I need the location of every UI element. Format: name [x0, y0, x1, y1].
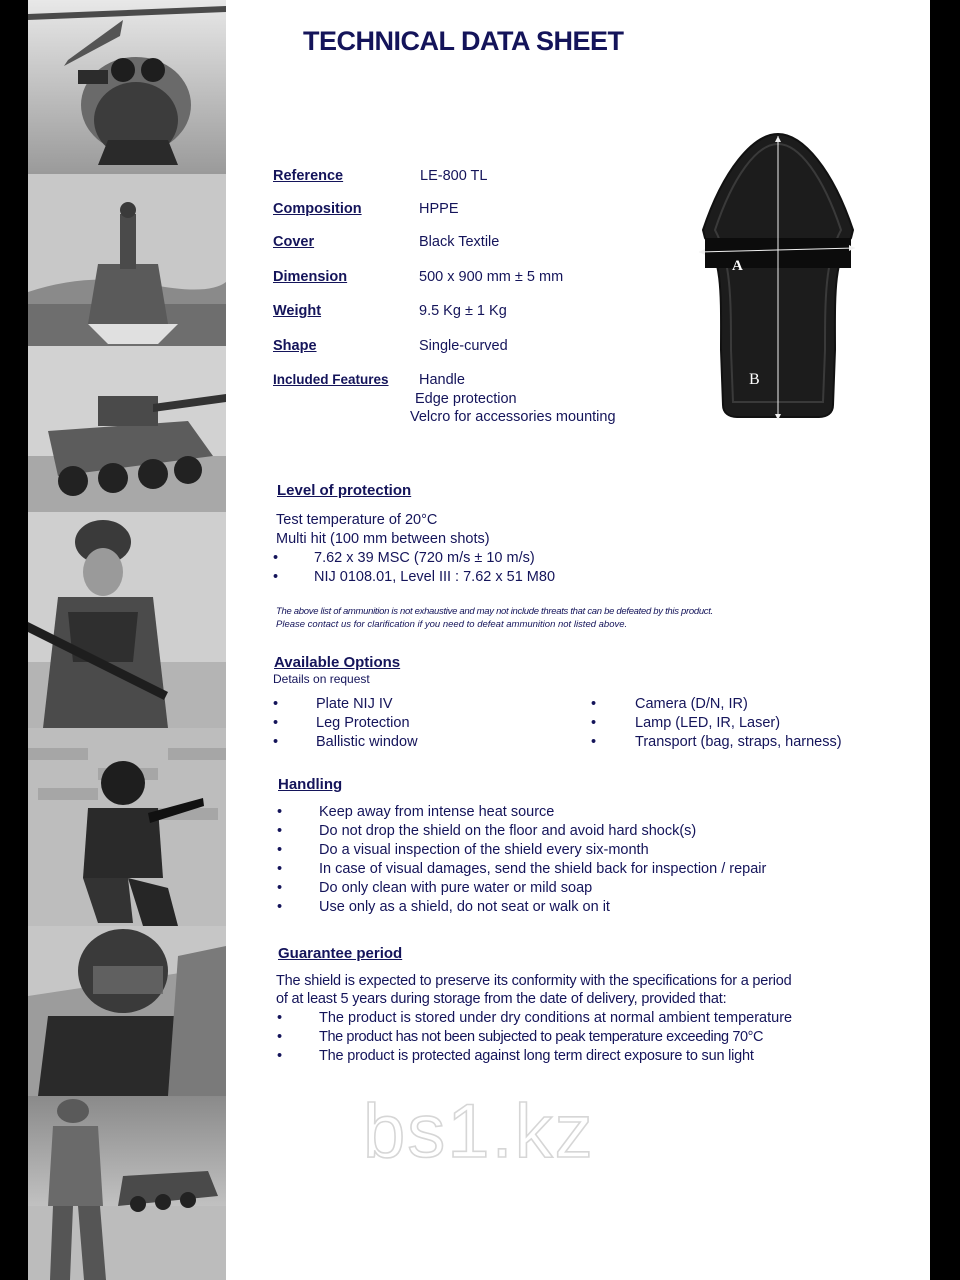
bullet-icon: • — [273, 550, 279, 566]
spec-value-included-features: Handle — [419, 372, 465, 388]
list-item — [591, 696, 891, 715]
ammunition-note: Please contact us for clarification if you need to defeat ammunition not listed above. — [276, 619, 628, 630]
guarantee-list — [277, 1010, 837, 1067]
spec-label-weight: Weight — [273, 303, 322, 319]
list-item — [277, 804, 837, 823]
spec-label-included-features: Included Features — [273, 372, 389, 387]
spec-value-composition: HPPE — [419, 201, 459, 217]
list-item — [277, 1029, 837, 1048]
spec-feature-velcro: Velcro for accessories mounting — [410, 409, 616, 425]
watermark: bs1.kz — [363, 1089, 595, 1174]
options-heading: Available Options — [274, 654, 401, 671]
photo-strip — [28, 0, 226, 1280]
spec-feature-edge-protection: Edge protection — [415, 391, 517, 407]
spec-label-dimension: Dimension — [273, 269, 348, 285]
helicopter-photo — [28, 0, 226, 174]
list-item-text: The product has not been subjected to peak temperature exceeding 70°C — [319, 1029, 764, 1045]
spec-value-reference: LE-800 TL — [420, 168, 488, 184]
list-item-text: Transport (bag, straps, harness) — [635, 734, 842, 750]
list-item-text: Plate NIJ IV — [316, 696, 393, 712]
spec-label-cover: Cover — [273, 234, 315, 250]
spec-label-shape: Shape — [273, 338, 317, 354]
ammunition-note: The above list of ammunition is not exhaustive and may not include threats that can be defeated by this product. — [276, 606, 713, 617]
list-item — [591, 734, 891, 753]
guarantee-line: The shield is expected to preserve its conformity with the specifications for a period — [276, 973, 792, 989]
bullet-icon: • — [273, 569, 279, 585]
handling-heading: Handling — [278, 776, 343, 793]
riot-helmet-photo — [28, 926, 226, 1096]
bullet-icon: • — [591, 734, 597, 750]
protection-line: Test temperature of 20°C — [276, 512, 438, 528]
protection-line: Multi hit (100 mm between shots) — [276, 531, 490, 547]
bullet-icon: • — [277, 861, 283, 877]
list-item-text: Do not drop the shield on the floor and avoid hard shock(s) — [319, 823, 697, 839]
list-item-text: The product is protected against long term direct exposure to sun light — [319, 1048, 754, 1064]
page-title: TECHNICAL DATA SHEET — [303, 26, 624, 56]
kneeling-soldier-photo — [28, 728, 226, 926]
list-item — [277, 861, 837, 880]
soldier-photo — [28, 512, 226, 728]
bullet-icon: • — [273, 734, 279, 750]
desert-soldier-photo — [28, 1096, 226, 1280]
bullet-icon: • — [277, 1010, 283, 1026]
shield-label-a: A — [732, 258, 743, 274]
list-item — [277, 842, 837, 861]
list-item-text: Leg Protection — [316, 715, 410, 731]
list-item-text: In case of visual damages, send the shield back for inspection / repair — [319, 861, 767, 877]
options-list-left — [273, 696, 573, 753]
spec-value-weight: 9.5 Kg ± 1 Kg — [419, 303, 507, 319]
handling-list — [277, 804, 837, 918]
list-item — [277, 823, 837, 842]
bullet-icon: • — [591, 696, 597, 712]
list-item-text: The product is stored under dry conditions at normal ambient temperature — [319, 1010, 793, 1026]
bullet-icon: • — [277, 880, 283, 896]
list-item-text: Ballistic window — [316, 734, 418, 750]
spec-label-composition: Composition — [273, 201, 362, 217]
list-item — [277, 880, 837, 899]
guarantee-heading: Guarantee period — [278, 945, 403, 962]
bullet-icon: • — [277, 804, 283, 820]
list-item — [277, 1048, 837, 1067]
bullet-icon: • — [277, 1029, 283, 1045]
list-item-text: 7.62 x 39 MSC (720 m/s ± 10 m/s) — [314, 550, 535, 566]
bullet-icon: • — [277, 842, 283, 858]
protection-heading: Level of protection — [277, 482, 412, 499]
list-item-text: Do only clean with pure water or mild soap — [319, 880, 593, 896]
list-item — [273, 715, 573, 734]
spec-label-reference: Reference — [273, 168, 344, 184]
bullet-icon: • — [277, 823, 283, 839]
guarantee-line: of at least 5 years during storage from the date of delivery, provided that: — [276, 991, 727, 1007]
data-sheet-page — [28, 0, 930, 1280]
spec-value-cover: Black Textile — [419, 234, 500, 250]
bullet-icon: • — [591, 715, 597, 731]
list-item-text: Lamp (LED, IR, Laser) — [635, 715, 781, 731]
shield-label-b: B — [749, 371, 760, 388]
list-item — [273, 696, 573, 715]
list-item-text: NIJ 0108.01, Level III : 7.62 x 51 M80 — [314, 569, 556, 585]
list-item — [591, 715, 891, 734]
list-item-text: Use only as a shield, do not seat or walk on it — [319, 899, 610, 915]
spec-value-dimension: 500 x 900 mm ± 5 mm — [419, 269, 564, 285]
shield-illustration — [693, 130, 863, 422]
options-subtitle: Details on request — [273, 672, 370, 686]
list-item-text: Do a visual inspection of the shield every six-month — [319, 842, 649, 858]
list-item-text: Camera (D/N, IR) — [635, 696, 748, 712]
list-item — [277, 1010, 837, 1029]
armored-vehicle-photo — [28, 346, 226, 512]
bullet-icon: • — [273, 696, 279, 712]
bullet-icon: • — [277, 899, 283, 915]
bullet-icon: • — [277, 1048, 283, 1064]
warship-photo — [28, 174, 226, 346]
list-item-text: Keep away from intense heat source — [319, 804, 555, 820]
list-item — [277, 899, 837, 918]
bullet-icon: • — [273, 715, 279, 731]
spec-value-shape: Single-curved — [419, 338, 508, 354]
list-item — [273, 734, 573, 753]
options-list-right — [591, 696, 891, 753]
